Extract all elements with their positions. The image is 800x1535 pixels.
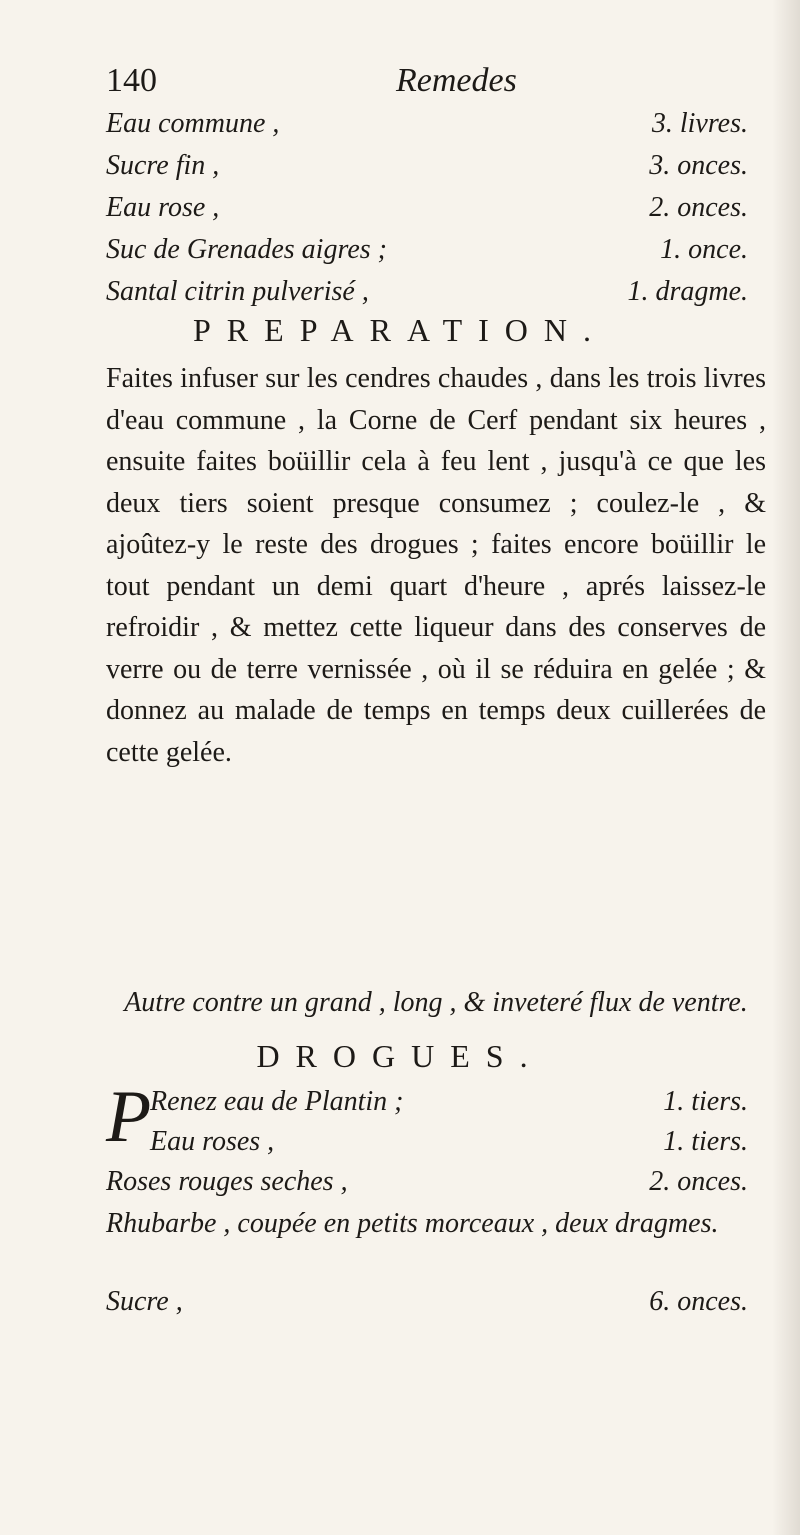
ingredient-qty: 2. onces. [649, 1166, 748, 1197]
ingredient-qty: 1. tiers. [663, 1126, 748, 1157]
ingredient-row [0, 1086, 800, 1126]
ingredient-name: Eau rose , [106, 192, 220, 223]
ingredient-qty: 2. onces. [649, 192, 748, 223]
ingredient-row [0, 234, 800, 274]
page-header [106, 62, 706, 106]
preparation-text: Faites infuser sur les cendres chaudes , dans les trois livres d'eau commune , la Corne de Cerf pendant six heures , ensuite faites boüillir cela à feu lent , jusqu'à ce que les deux tiers soient presque consumez ; coulez-le , & ajoûtez-y le reste des drogues ; faites encore boüillir le tout pendant un demi quart d'heure , aprés laissez-le refroidir , & mettez cette liqueur dans des conserves de verre ou de terre vernissée , où il se réduira en gelée ; & donnez au malade de temps en temps deux cuillerées de cette gelée. [106, 363, 766, 768]
ingredient-name: Santal citrin pulverisé , [106, 276, 369, 307]
ingredient-name: Sucre , [106, 1286, 183, 1317]
ingredient-row [0, 1166, 800, 1206]
running-title: Remedes [396, 62, 517, 99]
page-number: 140 [106, 62, 157, 99]
ingredient-qty: 1. tiers. [663, 1086, 748, 1117]
ingredient-row [0, 192, 800, 232]
drop-cap: P [106, 1076, 152, 1158]
ingredient-qty: 1. once. [660, 234, 748, 265]
ingredient-name: Eau roses , [150, 1126, 275, 1157]
ingredient-qty: 1. dragme. [627, 276, 748, 307]
ingredient-row [0, 276, 800, 316]
ingredient-row [0, 150, 800, 190]
ingredient-qty: 3. onces. [649, 150, 748, 181]
preparation-heading: PREPARATION. [193, 312, 607, 348]
ingredient-qty: 6. onces. [649, 1286, 748, 1317]
ingredient-qty: 3. livres. [651, 108, 748, 139]
ingredient-name: Roses rouges seches , [106, 1166, 348, 1197]
ingredient-row [0, 1286, 800, 1326]
ingredient-name: Sucre fin , [106, 150, 220, 181]
rhubarbe-item: Rhubarbe , coupée en petits morceaux , deux dragmes. [106, 1208, 719, 1239]
drogues-heading: DROGUES. [256, 1038, 544, 1074]
ingredient-name: Renez eau de Plantin ; [150, 1086, 404, 1117]
ingredient-row [0, 1126, 800, 1166]
ingredient-name: Suc de Grenades aigres ; [106, 234, 387, 265]
ingredient-name: Eau commune , [106, 108, 280, 139]
recipe-title: Autre contre un grand , long , & inveteré flux de ventre. [124, 987, 748, 1018]
ingredient-row [0, 108, 800, 148]
